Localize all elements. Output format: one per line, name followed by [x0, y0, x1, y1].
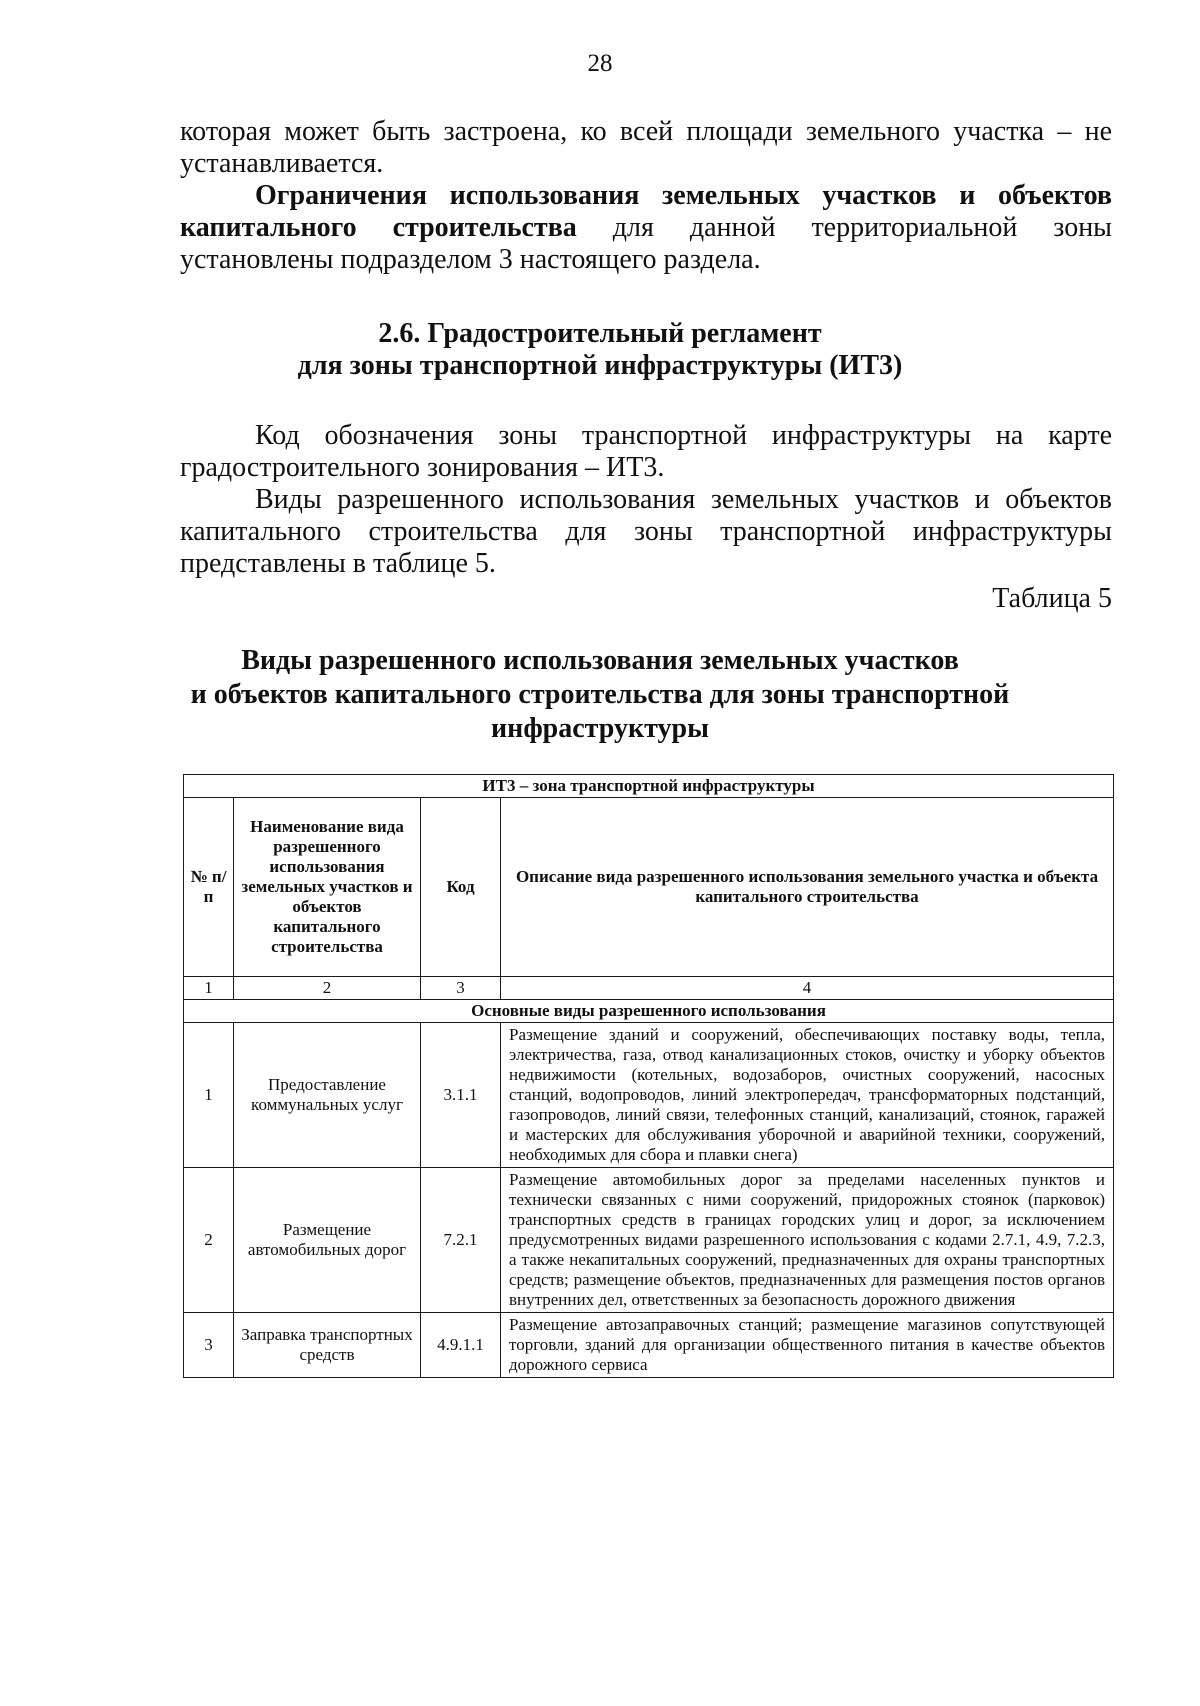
- paragraph-restrictions: [180, 180, 1112, 276]
- row-name: Заправка транспортных средств: [234, 1313, 421, 1378]
- column-number: 4: [501, 977, 1114, 1000]
- row-number: 3: [184, 1313, 234, 1378]
- row-number: 1: [184, 1023, 234, 1168]
- intro-text: [180, 116, 1112, 276]
- section-text: [180, 420, 1112, 580]
- column-header-name: Наименование вида разрешенного использования земельных участков и объектов капитального строительства: [234, 798, 421, 977]
- row-code: 3.1.1: [421, 1023, 501, 1168]
- paragraph-continuation: которая может быть застроена, ко всей площади земельного участка – не устанавливается.: [180, 116, 1112, 179]
- table-title-line3: инфраструктуры: [491, 713, 709, 744]
- row-description: Размещение зданий и сооружений, обеспечивающих поставку воды, тепла, электричества, газа, отвод канализационных стоков, очистку и уборку объектов недвижимости (котельных, водозаборов, очистных сооружений, насосных станций, водопроводов, линий электропередач, трансформаторных подстанций, газопроводов, линий связи, телефонных станций, канализаций, стоянок, гаражей и мастерских для обслуживания уборочной и аварийной техники, сооружений, необходимых для сбора и плавки снега): [501, 1023, 1114, 1168]
- section-heading: [0, 318, 1200, 382]
- table-row: [184, 1313, 1114, 1378]
- row-description: Размещение автомобильных дорог за пределами населенных пунктов и технически связанных с ними сооружений, придорожных стоянок (парковок) транспортных средств в границах городских улиц и дорог, за исключением предусмотренных видами разрешенного использования с кодами 2.7.1, 4.9, 7.2.3, а также некапитальных сооружений, предназначенных для охраны транспортных средств; размещение объектов, предназначенных для размещения постов органов внутренних дел, ответственных за безопасность дорожного движения: [501, 1168, 1114, 1313]
- restrictions-rest: для данной территориальной зоны установлены подразделом 3 настоящего раздела.: [180, 212, 1112, 275]
- column-header-number: № п/п: [184, 798, 234, 977]
- row-description: Размещение автозаправочных станций; размещение магазинов сопутствующей торговли, зданий для организации общественного питания в качестве объектов дорожного сервиса: [501, 1313, 1114, 1378]
- column-number: 3: [421, 977, 501, 1000]
- paragraph-table-reference: Виды разрешенного использования земельных участков и объектов капитального строительства для зоны транспортной инфраструктуры представлены в таблице 5.: [180, 484, 1112, 579]
- column-number-row: [184, 977, 1114, 1000]
- section-heading-line2: для зоны транспортной инфраструктуры (ИТ3): [297, 350, 903, 381]
- section-heading-line1: 2.6. Градостроительный регламент: [378, 318, 822, 349]
- table-caption: Таблица 5: [992, 583, 1112, 614]
- column-header-row: [184, 798, 1114, 977]
- column-number: 2: [234, 977, 421, 1000]
- table-title: [0, 644, 1200, 746]
- paragraph-zone-code: Код обозначения зоны транспортной инфраструктуры на карте градостроительного зонирования – ИТ3.: [180, 420, 1112, 483]
- column-header-code: Код: [421, 798, 501, 977]
- restrictions-bold: Ограничения использования земельных участков и объектов капитального строительства: [180, 180, 1112, 243]
- table-row: [184, 1023, 1114, 1168]
- row-name: Предоставление коммунальных услуг: [234, 1023, 421, 1168]
- section-row-main: [184, 1000, 1114, 1023]
- column-number: 1: [184, 977, 234, 1000]
- zone-header-row: [184, 775, 1114, 798]
- table-title-line1: Виды разрешенного использования земельных участков: [241, 645, 959, 676]
- section-main-label: Основные виды разрешенного использования: [184, 1000, 1114, 1023]
- row-name: Размещение автомобильных дорог: [234, 1168, 421, 1313]
- table-title-line2: и объектов капитального строительства для зоны транспортной: [190, 679, 1010, 710]
- row-number: 2: [184, 1168, 234, 1313]
- page-number: 28: [587, 50, 613, 77]
- row-code: 4.9.1.1: [421, 1313, 501, 1378]
- land-use-table: [183, 774, 1114, 1378]
- column-header-description: Описание вида разрешенного использования земельного участка и объекта капитального строительства: [501, 798, 1114, 977]
- table-row: [184, 1168, 1114, 1313]
- zone-header: ИТ3 – зона транспортной инфраструктуры: [184, 775, 1114, 798]
- row-code: 7.2.1: [421, 1168, 501, 1313]
